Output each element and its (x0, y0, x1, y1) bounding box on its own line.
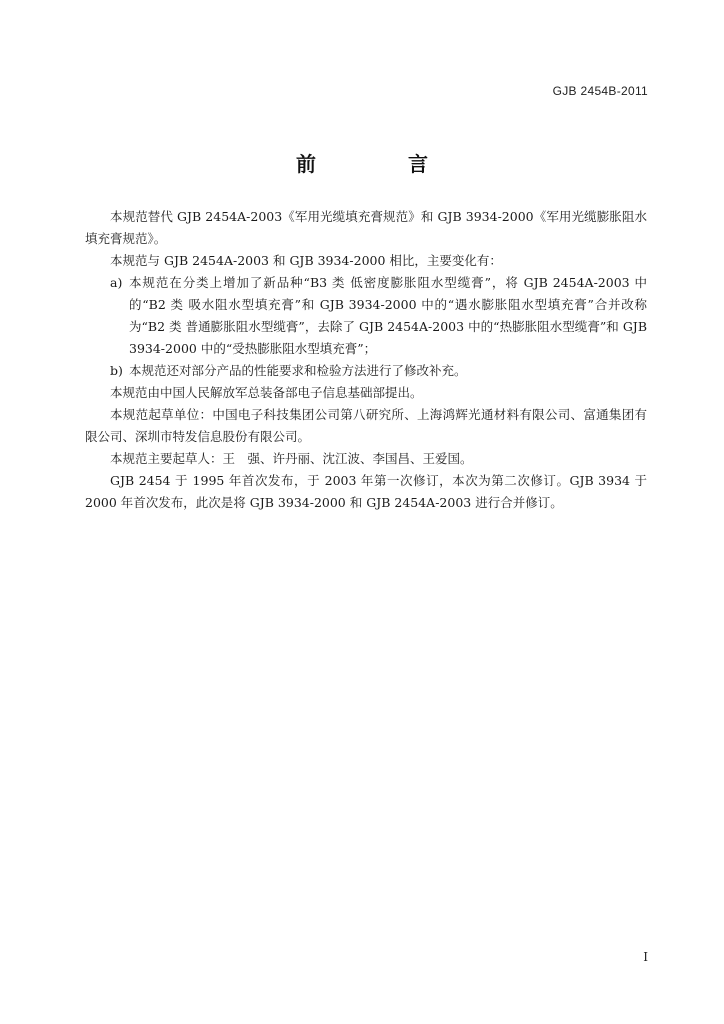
standard-code: GJB 2454B-2011 (552, 84, 648, 98)
list-item-b-text: 本规范还对部分产品的性能要求和检验方法进行了修改补充。 (129, 363, 467, 378)
list-item-a (85, 272, 647, 360)
paragraph-changes-intro: 本规范与 GJB 2454A-2003 和 GJB 3934-2000 相比，主要变化有： (110, 253, 502, 268)
page-title: 前 言 (296, 152, 464, 176)
list-marker-a: a) (110, 275, 123, 290)
list-marker-b: b) (110, 363, 123, 378)
paragraph-proposer: 本规范由中国人民解放军总装备部电子信息基础部提出。 (110, 385, 423, 400)
paragraph-drafting-units: 本规范起草单位：中国电子科技集团公司第八研究所、上海鸿辉光通材料有限公司、富通集团有限公司、深圳市特发信息股份有限公司。 (85, 407, 647, 444)
paragraph-drafters: 本规范主要起草人：王 强、许丹丽、沈江波、李国昌、王爱国。 (110, 451, 473, 466)
paragraph-history: GJB 2454 于 1995 年首次发布，于 2003 年第一次修订，本次为第二次修订。GJB 3934 于 2000 年首次发布，此次是将 GJB 3934-2000 和 GJB 2454A-2003 进行合并修订。 (85, 473, 647, 510)
paragraph-replacement: 本规范替代 GJB 2454A-2003《军用光缆填充膏规范》和 GJB 3934-2000《军用光缆膨胀阻水填充膏规范》。 (85, 209, 647, 246)
list-item-b (85, 360, 647, 382)
list-item-a-text: 本规范在分类上增加了新品种“B3 类 低密度膨胀阻水型缆膏”，将 GJB 2454A-2003 中的“B2 类 吸水阻水型填充膏”和 GJB 3934-2000 中的“遇水膨胀阻水型填充膏”合并改称为“B2 类 普通膨胀阻水型缆膏”，去除了 GJB 2454A-2003 中的“热膨胀阻水型缆膏”和 GJB 3934-2000 中的“受热膨胀阻水型填充膏”； (129, 275, 647, 356)
page-number: I (643, 950, 648, 964)
foreword-body (85, 206, 647, 514)
